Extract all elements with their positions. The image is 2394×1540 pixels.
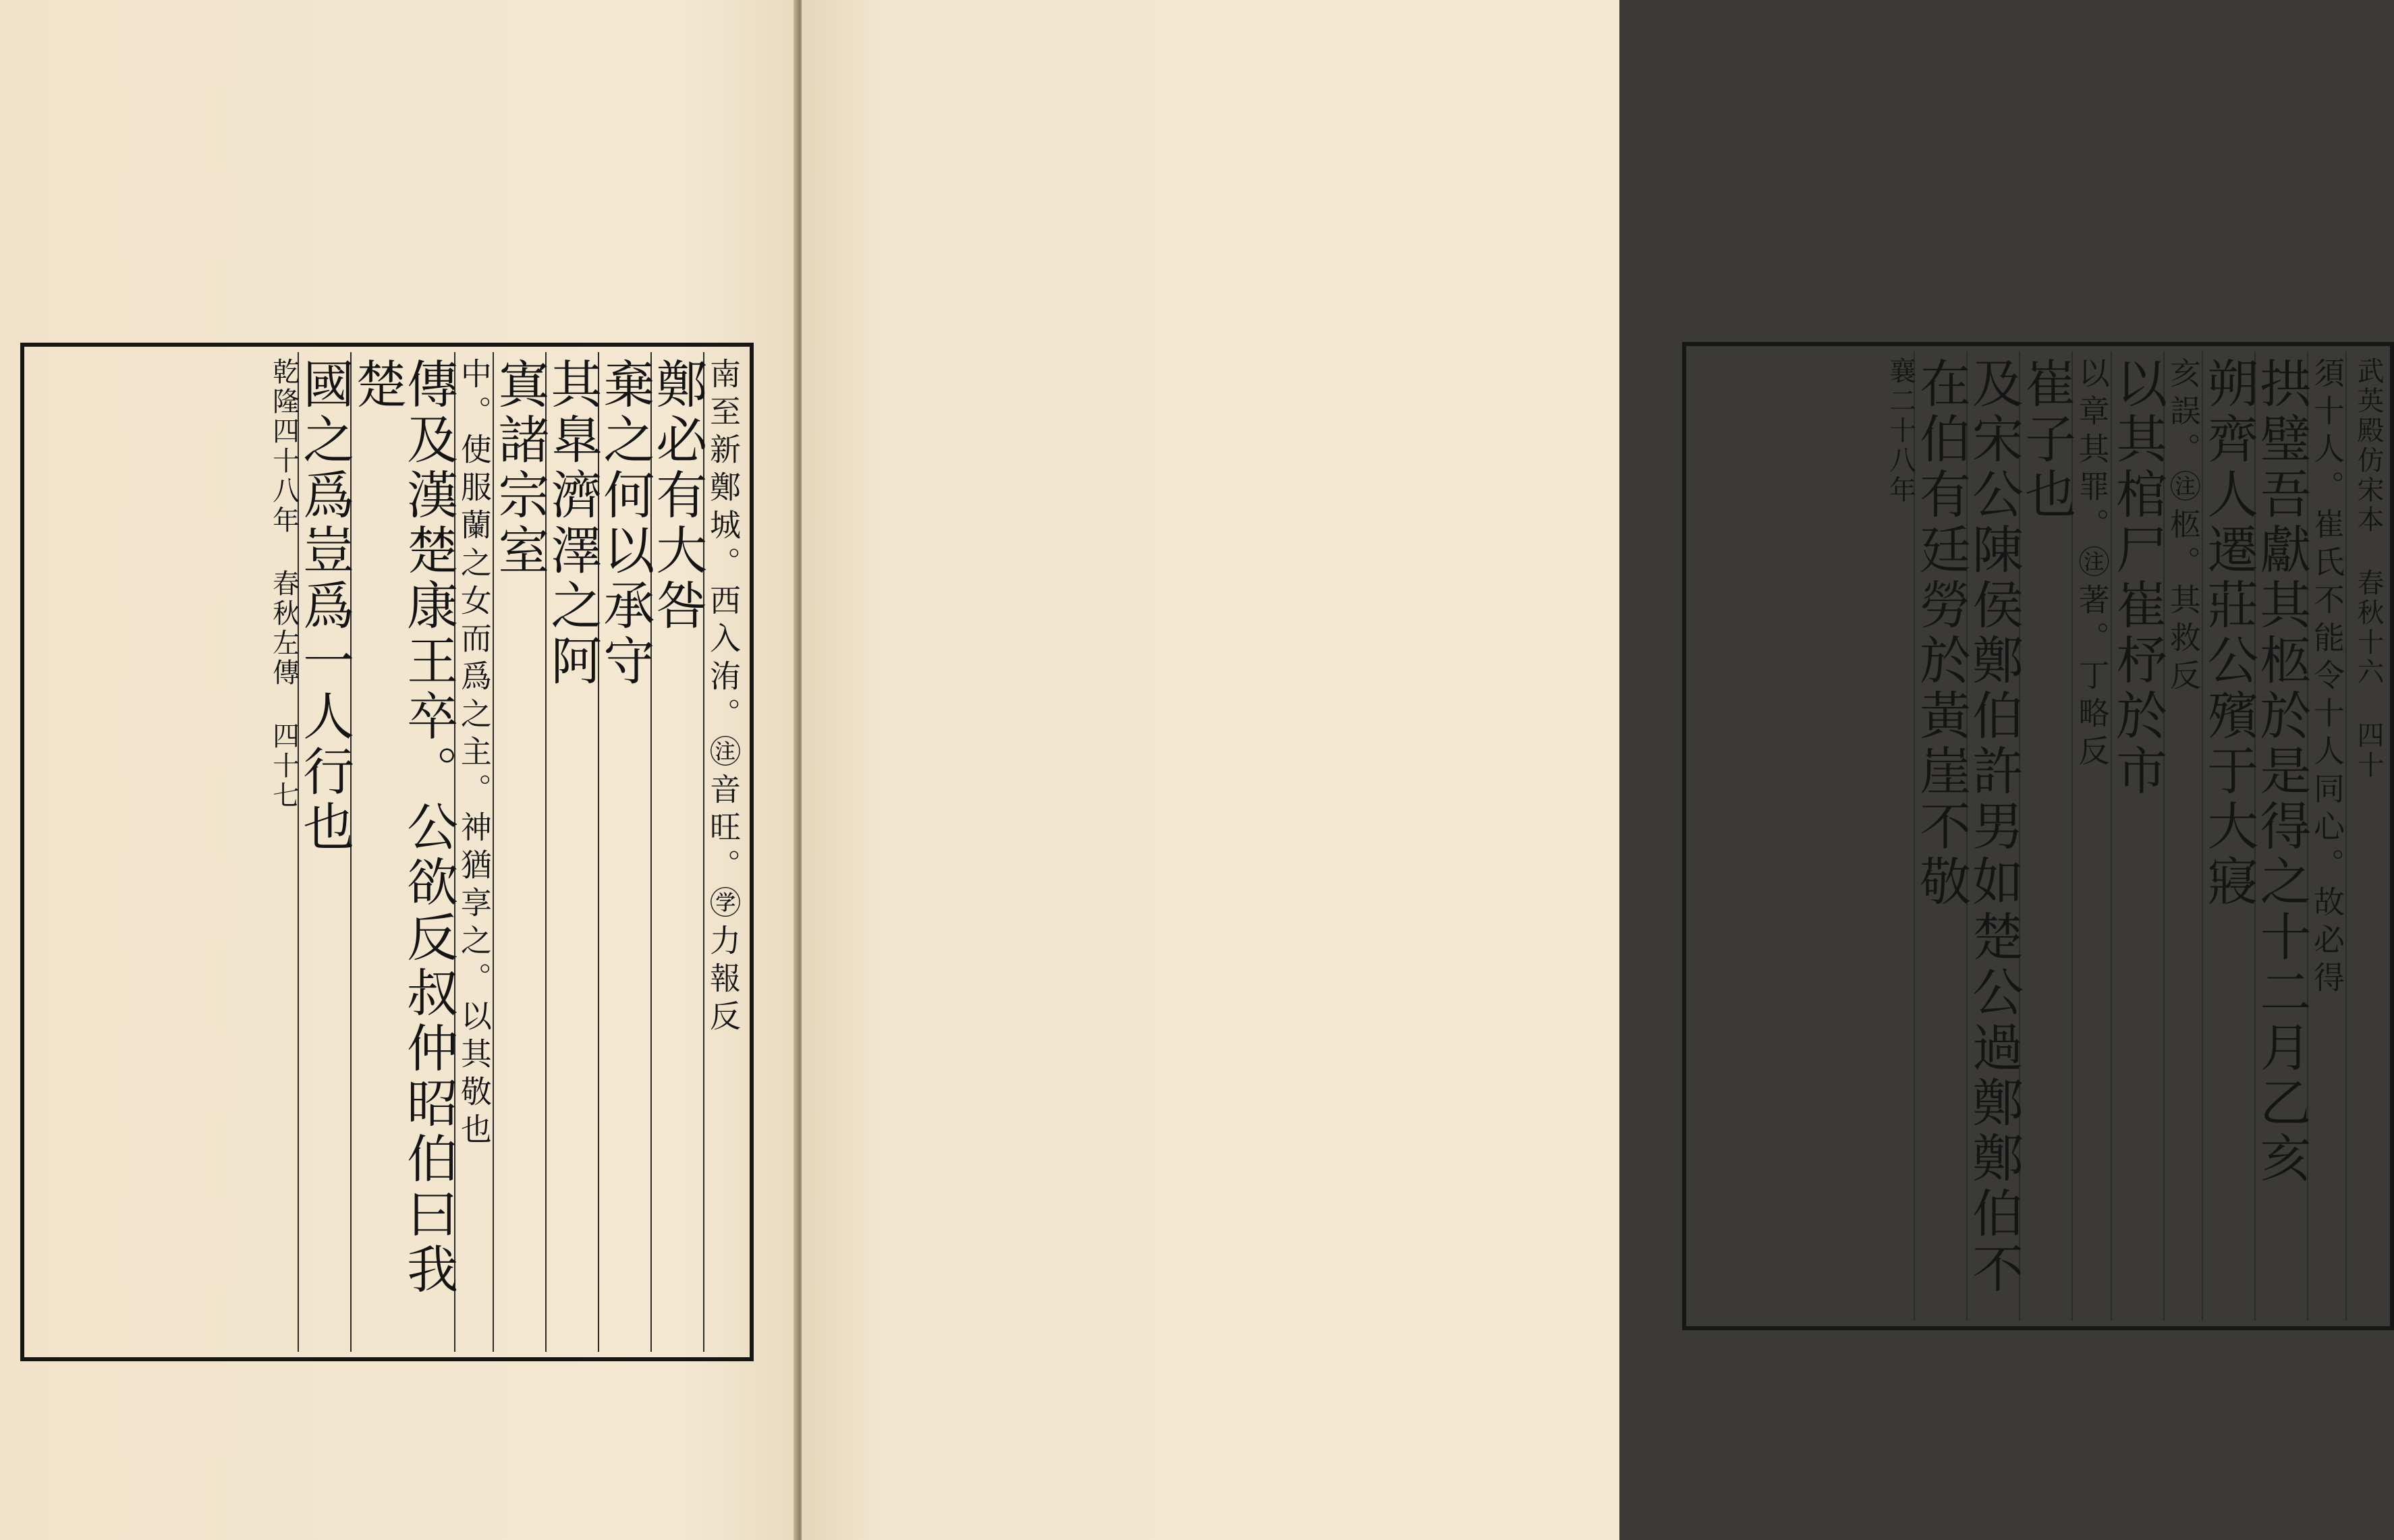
left-col-3: 棄之何以承守 [599, 352, 652, 1352]
right-col-3: 朔齊人遷莊公殯于大寢 [2203, 351, 2256, 1321]
left-page [0, 0, 798, 1540]
left-col-5: 寘諸宗室 [494, 352, 547, 1352]
right-col-7: 崔子也 [2020, 351, 2073, 1321]
right-reign-label: 襄二十八年 [1880, 351, 1915, 1321]
right-col-5: 以其棺尸崔杼於市 [2112, 351, 2165, 1321]
right-columns [1694, 351, 2382, 1321]
right-col-8: 及宋公陳侯鄭伯許男如楚公過鄭鄭伯不 [1968, 351, 2020, 1321]
left-margin-label [264, 352, 299, 1352]
right-margin-title: 武英殿仿宋本 [2353, 357, 2384, 535]
left-col-4: 其臯濟澤之阿 [547, 352, 599, 1352]
right-col-1: 須十人。崔氏不能令十人同心。故必得 [2308, 351, 2347, 1321]
left-text-frame [20, 343, 754, 1361]
right-margin-subtitle: 春秋十六 [2353, 569, 2384, 687]
right-page [802, 0, 2384, 1540]
right-col-6: 以章其罪。㊟著。丁略反 [2073, 351, 2111, 1321]
left-col-8: 國之爲豈爲一人行也 [299, 352, 352, 1352]
left-margin-title: 乾隆四十八年 [268, 358, 300, 536]
left-col-1: 南至新鄭城。西入洧。㊟音旺。㊫力報反 [705, 358, 742, 1037]
left-columns [32, 352, 742, 1352]
right-folio: 四十 [2353, 721, 2384, 780]
left-margin-subtitle: 春秋左傳 [268, 569, 300, 688]
right-margin-label [2347, 351, 2382, 1321]
left-col-2: 鄭必有大咎 [652, 352, 704, 1352]
right-col-9: 在伯有廷勞於黃崖不敬 [1915, 351, 1968, 1321]
left-col-6: 中。使服蘭之女而爲之主。神猶享之。以其敬也 [455, 352, 494, 1352]
left-folio: 四十七 [268, 722, 300, 811]
right-col-2: 拱璧吾獻其柩於是得之十二月乙亥 [2256, 351, 2308, 1321]
right-col-4: 亥誤。㊟柩。其救反 [2165, 351, 2203, 1321]
left-col-7: 傳及漢楚康王卒。公欲反叔仲昭伯曰我楚 [352, 352, 455, 1352]
right-text-frame [1682, 342, 2394, 1330]
